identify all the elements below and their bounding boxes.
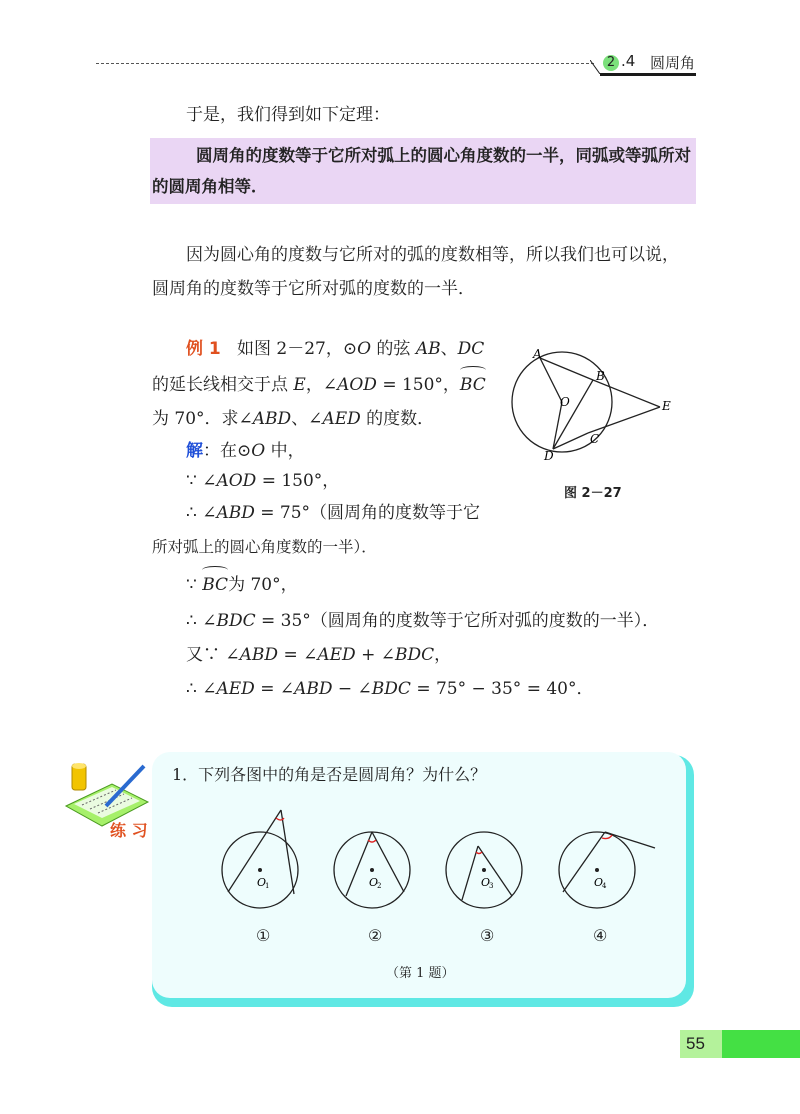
section-number: 2 .4: [603, 52, 635, 71]
point-e-label: E: [662, 399, 671, 413]
svg-text:2: 2: [377, 882, 382, 890]
point-c-label: C: [590, 432, 600, 446]
point-d-label: D: [544, 449, 554, 463]
exercise-caption: （第 1 题）: [386, 966, 455, 981]
svg-text:4: 4: [602, 882, 607, 890]
solution-line-5: ∴ ∠BDC = 35°（圆周角的度数等于它所对弧的度数的一半）．: [186, 611, 660, 631]
header-bar: [600, 73, 696, 76]
example-label: 例 1: [186, 339, 221, 359]
arc-bc-2: BC: [202, 570, 228, 600]
example-line-1: 例 1 如图 2－27，⊙O 的弦 AB、DC: [186, 339, 485, 359]
circle-3-label: ③: [480, 926, 495, 945]
circle-4-center: O: [594, 876, 604, 889]
arc-bc: BC: [460, 370, 486, 400]
point-a-label: A: [533, 347, 542, 361]
circle-4-label: ④: [593, 926, 608, 945]
section-title: 圆周角: [650, 54, 696, 72]
point-b-label: B: [596, 369, 605, 383]
circle-1-center: O: [257, 876, 267, 889]
svg-text:3: 3: [489, 882, 494, 890]
circle-2-label: ②: [368, 926, 383, 945]
point-o-label: O: [560, 395, 570, 409]
solution-line-0: 解：在⊙O 中，: [186, 441, 305, 461]
svg-text:1: 1: [265, 882, 270, 890]
figure-2-27: [500, 340, 680, 470]
circle-2-center: O: [369, 876, 379, 889]
exercise-badge: 练 习: [110, 821, 148, 840]
solution-label: 解: [186, 441, 203, 461]
solution-line-3: 所对弧上的圆心角度数的一半）．: [152, 538, 377, 556]
example-line-3: 为 70°．求∠ABD、∠AED 的度数．: [152, 409, 435, 429]
paragraph-line-1: 因为圆心角的度数与它所对的弧的度数相等，所以我们也可以说，: [186, 245, 679, 265]
page-number: 55: [686, 1034, 705, 1053]
intro-text: 于是，我们得到如下定理：: [186, 105, 390, 125]
example-line-2: 的延长线相交于点 E，∠AOD = 150°，BC: [152, 370, 486, 400]
exercise-circle-2: [330, 808, 420, 918]
solution-line-7: ∴ ∠AED = ∠ABD − ∠BDC = 75° − 35° = 40°．: [186, 679, 594, 699]
solution-line-6: 又∵ ∠ABD = ∠AED + ∠BDC，: [186, 645, 452, 665]
solution-line-2: ∴ ∠ABD = 75°（圆周角的度数等于它: [186, 503, 481, 523]
exercise-question-1: 1．下列各图中的角是否是圆周角？为什么？: [172, 765, 487, 784]
circle-1-label: ①: [256, 926, 271, 945]
header-slant: [590, 60, 600, 74]
paragraph-line-2: 圆周角的度数等于它所对弧的度数的一半．: [152, 279, 475, 299]
exercise-circle-3: [442, 808, 532, 918]
solution-line-4: ∵ BC为 70°，: [186, 570, 298, 600]
exercise-circle-4: [555, 808, 665, 918]
solution-line-1: ∵ ∠AOD = 150°，: [186, 471, 340, 491]
theorem-text: 圆周角的度数等于它所对弧上的圆心角度数的一半，同弧或等弧所对的圆周角相等．: [152, 146, 691, 196]
exercise-circle-1: [218, 808, 308, 918]
figure-caption: 图 2－27: [564, 486, 622, 501]
circle-3-center: O: [481, 876, 491, 889]
header-rule: [96, 63, 594, 64]
